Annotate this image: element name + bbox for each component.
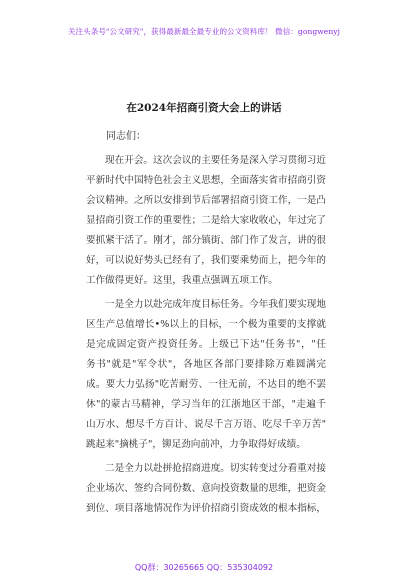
salutation: 同志们： bbox=[106, 131, 146, 142]
text-line: 跳起来"摘桃子"，铆足劲向前冲，力争取得好成绩。 bbox=[86, 439, 306, 450]
text-line: 现在开会。这次会议的主要任务是深入学习贯彻习近 bbox=[105, 155, 326, 166]
text-line: 要抓紧干活了。刚才，部分镇街、部门作了发言，讲的很 bbox=[86, 235, 326, 246]
text-line: 工作做得更好。这里，我重点强调五项工作。 bbox=[86, 275, 278, 286]
document-body bbox=[86, 126, 326, 523]
header-banner-note: 关注头条号"公文研究"，获得最新最全最专业的公文资料库！ 微信：gongwenyj bbox=[67, 27, 341, 36]
paragraph-1 bbox=[86, 151, 326, 291]
text-line: 是完成固定资产投资任务。上级已下达"任务书"，"任 bbox=[86, 339, 326, 350]
text-line: 平新时代中国特色社会主义思想，全面落实省市招商引资 bbox=[86, 175, 326, 186]
paragraph-3 bbox=[86, 459, 326, 519]
text-line: 显招商引资工作的重要性；二是给大家收收心，年过完了 bbox=[86, 215, 326, 226]
text-line: 一是全力以赴完成年度目标任务。今年我们要实现地 bbox=[105, 299, 326, 310]
text-line: 好，可以说好势头已经有了，我们要乘势而上，把今年的 bbox=[86, 255, 326, 266]
text-line: 山万水、想尽千方百计、说尽千言万语、吃尽千辛万苦" bbox=[86, 419, 326, 430]
text-line: 成。要大力弘扬"吃苦耐劳、一往无前，不达目的绝不罢 bbox=[86, 379, 326, 390]
text-line: 到位、项目落地情况作为评价招商引资成效的根本指标， bbox=[86, 503, 326, 514]
footer-contact-note: QQ群：30265665 QQ：535304092 bbox=[134, 563, 274, 572]
text-line: 会议精神。之所以安排到节后部署招商引资工作，一是凸 bbox=[86, 195, 326, 206]
text-line: 企业场次、签约合同份数、意向投资数量的思维，把资金 bbox=[86, 483, 326, 494]
paragraph-2 bbox=[86, 295, 326, 455]
text-line: 务书"就是"军令状"，各地区各部门要排除万难圆满完 bbox=[86, 359, 326, 370]
text-line: 二是全力以赴拼抢招商进度。切实转变过分看重对接 bbox=[105, 463, 326, 474]
document-title: 在2024年招商引资大会上的讲话 bbox=[126, 102, 282, 114]
text-line: 休"的蒙古马精神，学习当年的江浙地区干部，"走遍千 bbox=[86, 399, 326, 410]
text-line: 区生产总值增长•%以上的目标，一个极为重要的支撑就 bbox=[86, 319, 326, 330]
